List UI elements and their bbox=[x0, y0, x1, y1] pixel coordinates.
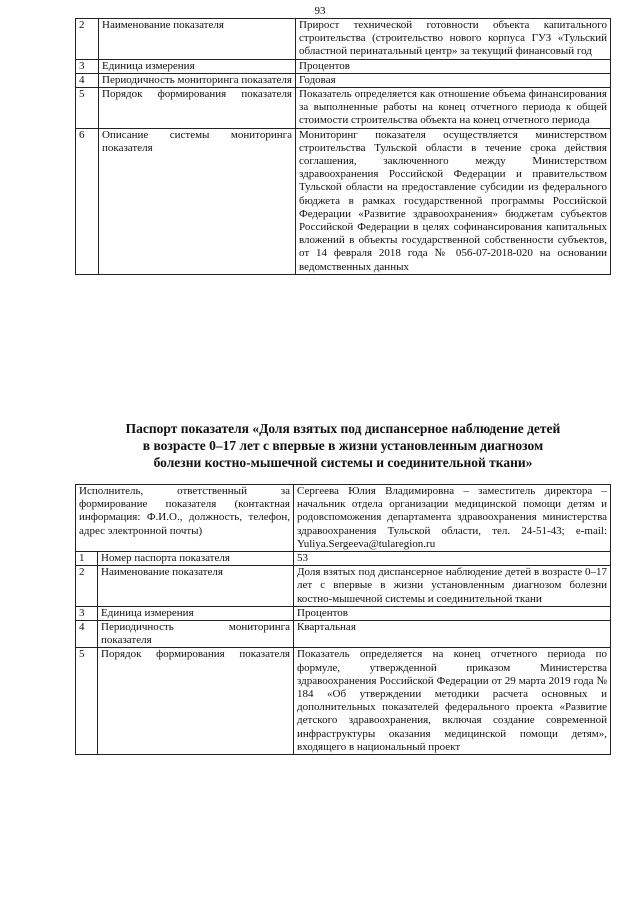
section-title-line: болезни костно-мышечной системы и соединительной ткани» bbox=[153, 455, 533, 470]
row-label: Периодичность мониторинга показателя bbox=[99, 73, 296, 87]
table-row bbox=[76, 59, 611, 73]
executor-value: Сергеева Юлия Владимировна – заместитель директора – начальник отдела организации медицинской помощи детям и родовспоможения департамента здравоохранения министерства здравоохранения Тульской области, тел. 24-51-43; e-mail: Yuliya.Sergeeva@tularegion.ru bbox=[294, 485, 611, 552]
row-number: 2 bbox=[76, 19, 99, 60]
row-number: 5 bbox=[76, 88, 99, 129]
table-row bbox=[76, 128, 611, 274]
row-label: Периодичность мониторинга показателя bbox=[98, 621, 294, 648]
table-row bbox=[76, 552, 611, 566]
table-row bbox=[76, 621, 611, 648]
indicator-table-top bbox=[75, 18, 611, 275]
row-label: Наименование показателя bbox=[99, 19, 296, 60]
table-row bbox=[76, 73, 611, 87]
row-value: Показатель определяется как отношение объема финансирования за выполненные работы на конец отчетного периода к общей стоимости строительства объекта на конец отчетного периода bbox=[296, 88, 611, 129]
row-label: Наименование показателя bbox=[98, 566, 294, 607]
row-value: 53 bbox=[294, 552, 611, 566]
row-number: 5 bbox=[76, 648, 98, 755]
table-row bbox=[76, 88, 611, 129]
table-row bbox=[76, 19, 611, 60]
row-label: Номер паспорта показателя bbox=[98, 552, 294, 566]
row-label: Описание системы мониторинга показателя bbox=[99, 128, 296, 274]
executor-label: Исполнитель, ответственный за формирование показателя (контактная информация: Ф.И.О., должность, телефон, адрес электронной почты) bbox=[76, 485, 294, 552]
indicator-passport-table bbox=[75, 484, 611, 755]
row-number: 4 bbox=[76, 73, 99, 87]
row-number: 6 bbox=[76, 128, 99, 274]
row-number: 3 bbox=[76, 59, 99, 73]
row-label: Порядок формирования показателя bbox=[98, 648, 294, 755]
row-label: Единица измерения bbox=[99, 59, 296, 73]
row-value: Мониторинг показателя осуществляется министерством строительства Тульской области в течение срока действия соглашения, заключенного между Министерством здравоохранения Российской Федерации и правительством Тульской области на предоставление субсидии из федерального бюджета в рамках государственной программы Российской Федерации «Развитие здравоохранения» бюджетам субъектов Российской Федерации в целях софинансирования капитальных вложений в объекты государственной собственности субъектов, от 14 февраля 2018 года № 056-07-2018-020 на основании ведомственных данных bbox=[296, 128, 611, 274]
row-value: Доля взятых под диспансерное наблюдение детей в возрасте 0–17 лет с впервые в жизни установленным диагнозом болезни костно-мышечной системы и соединительной ткани bbox=[294, 566, 611, 607]
row-value: Квартальная bbox=[294, 621, 611, 648]
section-title-line: в возрасте 0–17 лет с впервые в жизни установленным диагнозом bbox=[142, 438, 544, 453]
page-number: 93 bbox=[314, 5, 326, 17]
row-label: Единица измерения bbox=[98, 606, 294, 620]
row-number: 2 bbox=[76, 566, 98, 607]
row-label: Порядок формирования показателя bbox=[99, 88, 296, 129]
row-value: Показатель определяется на конец отчетного периода по формуле, утвержденной приказом Министерства здравоохранения Российской Федерации от 29 марта 2019 года № 184 «Об утверждении методики расчета основных и дополнительных показателей федерального проекта «Развитие детского здравоохранения, включая создание современной инфраструктуры оказания медицинской помощи детям», входящего в национальный проект bbox=[294, 648, 611, 755]
table-row bbox=[76, 606, 611, 620]
section-title-line: Паспорт показателя «Доля взятых под диспансерное наблюдение детей bbox=[125, 421, 561, 436]
row-number: 1 bbox=[76, 552, 98, 566]
row-value: Годовая bbox=[296, 73, 611, 87]
table-row bbox=[76, 648, 611, 755]
row-value: Процентов bbox=[294, 606, 611, 620]
row-number: 3 bbox=[76, 606, 98, 620]
table-row bbox=[76, 566, 611, 607]
row-number: 4 bbox=[76, 621, 98, 648]
row-value: Прирост технической готовности объекта капитального строительства (строительство нового корпуса ГУЗ «Тульский областной перинатальный центр» за текущий финансовый год bbox=[296, 19, 611, 60]
table-row bbox=[76, 485, 611, 552]
row-value: Процентов bbox=[296, 59, 611, 73]
section-title bbox=[70, 420, 616, 471]
